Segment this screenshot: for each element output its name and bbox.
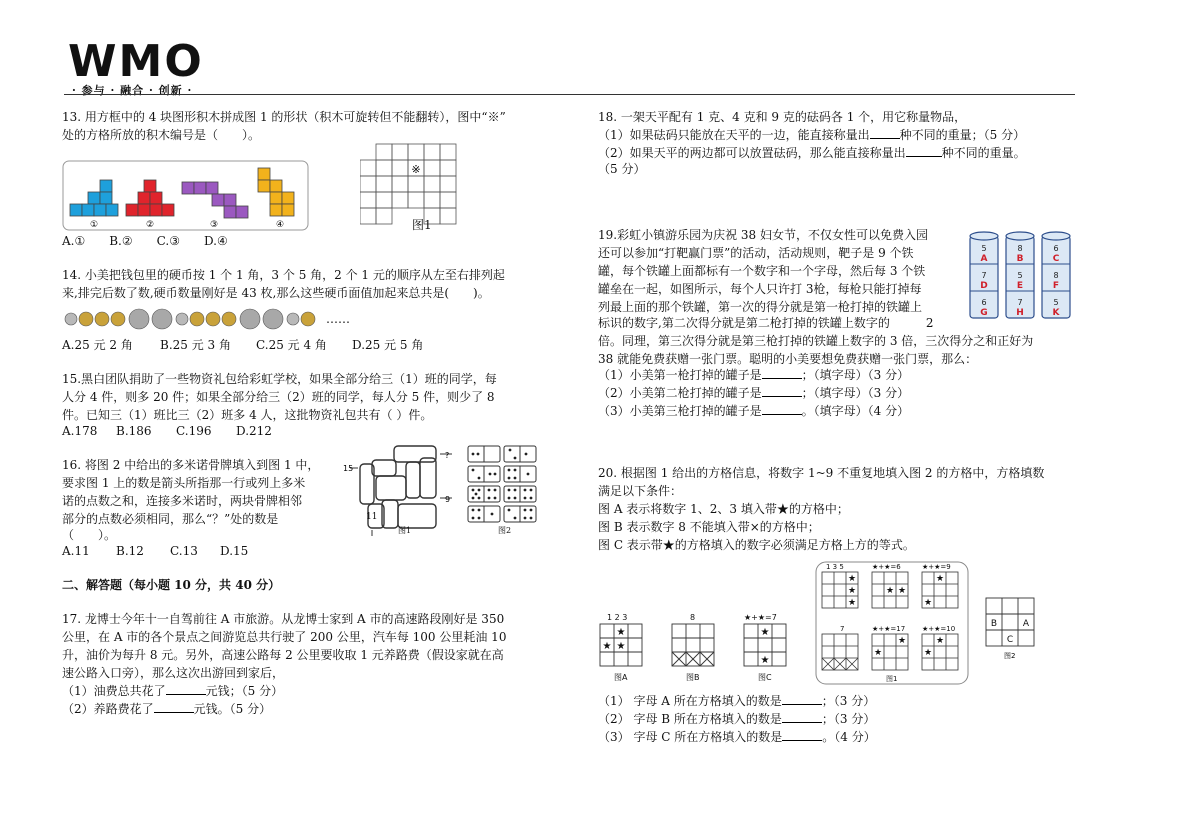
q16-opt-a: A.11 <box>62 544 90 558</box>
q20-sub3-suffix: 。（4 分） <box>822 730 876 744</box>
g5-top: ★+★=17 <box>872 625 906 633</box>
svg-text:★: ★ <box>935 636 945 646</box>
q16-fig1-label: 图1 <box>398 526 412 535</box>
g1-top: 1 3 5 <box>826 563 844 571</box>
q18-line1: 18. 一架天平配有 1 克、4 克和 9 克的砝码各 1 个，用它称量物品， <box>598 110 967 124</box>
svg-text:★: ★ <box>873 648 883 658</box>
q14-opt-b: B.25 元 3 角 <box>160 338 231 352</box>
q20-sub3 <box>598 728 876 746</box>
q18-sub2-text: （2）如果天平的两边都可以放置砝码，那么能直接称量出 <box>598 146 906 160</box>
q16-line2: 要求图 1 上的数是箭头所指那一行或列上多米 <box>62 476 306 490</box>
q20-fig2 <box>984 596 1038 660</box>
q20-line1: 20. 根据图 1 给出的方格信息，将数字 1~9 不重复地填入图 2 的方格中，方格填数 <box>598 466 1045 480</box>
fig2-letter-B: B <box>990 619 998 629</box>
q16-line4: 部分的点数必须相同，那么“？”处的数是 <box>62 512 279 526</box>
q17-blank-2[interactable] <box>154 700 194 713</box>
q16-fig1-track <box>342 442 452 538</box>
q20-sub2-suffix: ；（3 分） <box>821 712 876 726</box>
svg-text:★: ★ <box>935 574 945 584</box>
q19-line3: 罐，每个铁罐上面都标有一个数字和一个字母，然后每 3 个铁 <box>598 264 926 278</box>
can-K-letter: K <box>1052 308 1060 318</box>
q14-opt-d: D.25 元 5 角 <box>352 338 424 352</box>
q19-line7: 倍。同理，第三次得分就是第三枪打掉的铁罐上数字的 3 倍，三次得分之和正好为 <box>598 334 1034 348</box>
q18-blank-1[interactable] <box>870 126 900 139</box>
q20-line2: 满足以下条件： <box>598 484 683 498</box>
can-E-num: 5 <box>1017 271 1023 280</box>
figB-top: 8 <box>690 613 696 622</box>
svg-text:★: ★ <box>847 598 857 608</box>
q16-n9: 9 <box>445 495 451 504</box>
piece-label-1: ① <box>89 220 99 230</box>
q15-opt-a: A.178 <box>62 424 98 438</box>
q20-sub2-text: （2） 字母 B 所在方格填入的数是 <box>598 712 782 726</box>
q19-sub1-text: （1）小美第一枪打掉的罐子是 <box>598 368 762 382</box>
q15-opt-b: B.186 <box>116 424 152 438</box>
q20-sub1-text: （1） 字母 A 所在方格填入的数是 <box>598 694 782 708</box>
q19-sub3 <box>598 402 909 420</box>
q19-line2: 还可以参加“打靶赢门票”的活动，活动规则，靶子是 9 个铁 <box>598 246 914 260</box>
can-C-letter: C <box>1052 254 1060 264</box>
figC-label: 图C <box>758 673 772 682</box>
svg-text:★: ★ <box>897 586 907 596</box>
svg-text:★: ★ <box>923 598 933 608</box>
g4-top: 7 <box>840 625 845 633</box>
q19-sub2-suffix: ；（填字母）（3 分） <box>801 386 910 400</box>
piece-label-4: ④ <box>275 220 285 230</box>
q19-sub2 <box>598 384 909 402</box>
q19-line5: 列最上面的那个铁罐，第一次的得分就是第一枪打掉的铁罐上 <box>598 300 923 314</box>
can-D-num: 7 <box>981 271 987 280</box>
can-H-num: 7 <box>1017 298 1023 307</box>
q19-blank-2[interactable] <box>762 384 802 397</box>
wmo-logo: WMO <box>68 36 204 87</box>
svg-text:★: ★ <box>602 641 612 652</box>
can-G-num: 6 <box>981 298 987 307</box>
q19-sub1-suffix: ；（填字母）（3 分） <box>801 368 910 382</box>
q20-blank-3[interactable] <box>782 728 822 741</box>
q14-line1: 14. 小美把钱包里的硬币按 1 个 1 角，3 个 5 角，2 个 1 元的顺序从左至右排列起 <box>62 268 505 282</box>
q20-fig1 <box>814 560 972 688</box>
q20-blank-2[interactable] <box>782 710 822 723</box>
piece-label-3: ③ <box>209 220 219 230</box>
q17-sub1 <box>62 682 283 700</box>
g6-top: ★+★=10 <box>922 625 956 633</box>
fig2-letter-C: C <box>1006 635 1014 645</box>
svg-text:★: ★ <box>847 586 857 596</box>
q15-line3: 件。已知三（1）班比三（2）班多 4 人，这批物资礼包共有（ ）件。 <box>62 408 433 422</box>
can-E-letter: E <box>1016 281 1024 291</box>
header-divider <box>64 94 1075 95</box>
q16-q: ? <box>445 451 450 460</box>
q18-sub1-text: （1）如果砝码只能放在天平的一边，能直接称量出 <box>598 128 870 142</box>
q14-opt-c: C.25 元 4 角 <box>256 338 327 352</box>
can-H-letter: H <box>1016 308 1024 318</box>
q19-blank-3[interactable] <box>762 402 802 415</box>
can-B-num: 8 <box>1017 244 1023 253</box>
q13-line2: 处的方格所放的积木编号是（ ）。 <box>62 128 261 142</box>
q20-sub1 <box>598 692 875 710</box>
q19-line1: 19.彩虹小镇游乐园为庆祝 38 妇女节，不仅女性可以免费入园 <box>598 228 928 242</box>
q18-sub2-suffix: 种不同的重量。 <box>941 146 1026 160</box>
svg-text:★: ★ <box>923 648 933 658</box>
logo-tagline: · 参与 · 融合 · 创新 · <box>72 84 193 97</box>
q17-sub2 <box>62 700 271 718</box>
q16-line1: 16. 将图 2 中给出的多米诺骨牌填入到图 1 中， <box>62 458 320 472</box>
q20-figs-abc <box>598 610 798 686</box>
q18-sub1-suffix: 种不同的重量；（5 分） <box>899 128 1026 142</box>
can-G-letter: G <box>980 308 988 318</box>
q18-blank-2[interactable] <box>906 144 942 157</box>
q20-fig2-label: 图2 <box>1004 652 1016 660</box>
q20-line4: 图 B 表示数字 8 不能填入带×的方格中； <box>598 520 820 534</box>
q20-blank-1[interactable] <box>782 692 822 705</box>
can-F-letter: F <box>1052 281 1060 291</box>
q16-opt-c: C.13 <box>170 544 198 558</box>
figC-top: ★+★=7 <box>744 613 777 622</box>
q17-line2: 公里，在 A 市的各个景点之间游览总共行驶了 200 公里，汽车每 100 公里耗油 10 <box>62 630 507 644</box>
svg-text:★: ★ <box>616 627 626 638</box>
q19-line8: 38 就能免费获赠一张门票。聪明的小美要想免费获赠一张门票，那么： <box>598 352 978 366</box>
q17-line3: 升，油价为每升 8 元。另外，高速公路每 2 公里要收取 1 元养路费（假设家就在高 <box>62 648 504 662</box>
q17-line4: 速公路入口旁），那么这次出游回到家后， <box>62 666 285 680</box>
q20-line3: 图 A 表示将数字 1、2、3 填入带★的方格中； <box>598 502 849 516</box>
fig2-letter-A: A <box>1022 619 1030 629</box>
can-D-letter: D <box>980 281 988 291</box>
can-F-num: 8 <box>1053 271 1059 280</box>
can-A-num: 5 <box>981 244 987 253</box>
q16-line5: （ ）。 <box>62 528 117 542</box>
g3-top: ★+★=9 <box>922 563 951 571</box>
q19-cans-figure <box>966 230 1076 322</box>
q13-fig-label: 图1 <box>412 218 432 232</box>
q14-opt-a: A.25 元 2 角 <box>62 338 133 352</box>
can-B-letter: B <box>1016 254 1024 264</box>
q19-blank-1[interactable] <box>762 366 802 379</box>
q16-opt-d: D.15 <box>220 544 249 558</box>
q19-line6: 标识的数字,第二次得分就是第二枪打掉的铁罐上数字的 2 <box>598 316 934 330</box>
q16-n15: 15 <box>343 464 354 473</box>
q16-fig2-dominoes <box>466 444 542 524</box>
coin-ellipsis: …… <box>326 312 350 326</box>
svg-text:★: ★ <box>616 641 626 652</box>
figA-label: 图A <box>614 673 628 682</box>
q17-sub2-text: （2）养路费花了 <box>62 702 154 716</box>
q18-sub2-points: （5 分） <box>598 162 646 176</box>
q13-options: A.① B.② C.③ D.④ <box>62 234 228 248</box>
q18-sub2 <box>598 144 1026 162</box>
q19-sub1 <box>598 366 909 384</box>
q19-sub3-text: （3）小美第三枪打掉的罐子是 <box>598 404 762 418</box>
q15-line1: 15.黑白团队捐助了一些物资礼包给彩虹学校，如果全部分给三（1）班的同学，每 <box>62 372 497 386</box>
q20-sub3-text: （3） 字母 C 所在方格填入的数是 <box>598 730 783 744</box>
coin-row <box>62 306 332 332</box>
svg-text:★: ★ <box>760 655 770 666</box>
q20-sub2 <box>598 710 875 728</box>
q20-line5: 图 C 表示带★的方格填入的数字必须满足方格上方的等式。 <box>598 538 915 552</box>
q15-opt-c: C.196 <box>176 424 212 438</box>
q17-sub1-suffix: 元钱；（5 分） <box>205 684 284 698</box>
can-A-letter: A <box>980 254 988 264</box>
q16-fig2-label: 图2 <box>498 526 512 535</box>
q19-sub3-suffix: 。（填字母）（4 分） <box>801 404 910 418</box>
figB-label: 图B <box>686 673 700 682</box>
piece-label-2: ② <box>145 220 155 230</box>
can-C-num: 6 <box>1053 244 1059 253</box>
q17-sub2-suffix: 元钱。（5 分） <box>193 702 272 716</box>
svg-text:★: ★ <box>897 636 907 646</box>
q20-sub1-suffix: ；（3 分） <box>821 694 876 708</box>
can-K-num: 5 <box>1053 298 1059 307</box>
q16-line3: 诺的点数之和，连接多米诺时，两块骨牌相邻 <box>62 494 303 508</box>
section-2-title: 二、解答题（每小题 10 分，共 40 分） <box>62 578 281 592</box>
q14-line2: 来,排完后数了数,硬币数量刚好是 43 枚,那么这些硬币面值加起来总共是( )。 <box>62 286 490 300</box>
q13-line1: 13. 用方框中的 4 块图形积木拼成图 1 的形状（积木可旋转但不能翻转），图中“※” <box>62 110 506 124</box>
q16-opt-b: B.12 <box>116 544 144 558</box>
q20-fig1-label: 图1 <box>886 675 898 683</box>
svg-text:★: ★ <box>847 574 857 584</box>
q18-sub1 <box>598 126 1025 144</box>
q17-blank-1[interactable] <box>166 682 206 695</box>
grid-mark: ※ <box>411 163 421 176</box>
svg-text:★: ★ <box>885 586 895 596</box>
q16-n11: 11 <box>366 512 378 522</box>
q19-line4: 罐垒在一起，如图所示，每个人只许打 3枪，每枪只能打掉每 <box>598 282 922 296</box>
q13-pieces-box <box>62 160 310 232</box>
q17-sub1-text: （1）油费总共花了 <box>62 684 166 698</box>
svg-text:★: ★ <box>760 627 770 638</box>
q19-sub2-text: （2）小美第二枪打掉的罐子是 <box>598 386 762 400</box>
q17-line1: 17. 龙博士今年十一自驾前往 A 市旅游。从龙博士家到 A 市的高速路段刚好是 350 <box>62 612 505 626</box>
figA-top: 1 2 3 <box>607 613 628 622</box>
g2-top: ★+★=6 <box>872 563 901 571</box>
q15-opt-d: D.212 <box>236 424 272 438</box>
q15-line2: 人分 4 件，则多 20 件；如果全部分给三（2）班的同学，每人分 5 件，则少了 8 <box>62 390 495 404</box>
